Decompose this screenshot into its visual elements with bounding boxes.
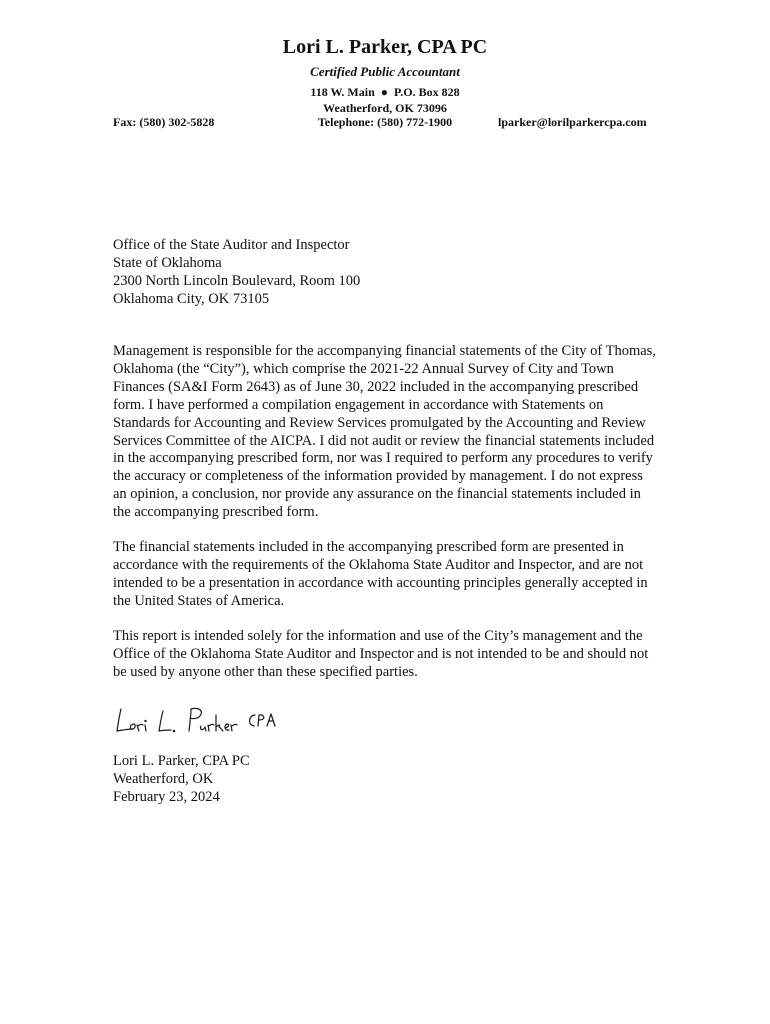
po-box: P.O. Box 828 <box>394 85 460 99</box>
recipient-line: 2300 North Lincoln Boulevard, Room 100 <box>113 273 361 289</box>
street-address-line <box>0 84 770 100</box>
firm-title: Certified Public Accountant <box>310 64 460 79</box>
city-state-zip: Weatherford, OK 73096 <box>323 101 447 115</box>
bullet-separator: ● <box>380 85 389 99</box>
signer-location: Weatherford, OK <box>113 771 214 787</box>
signature-graphic <box>113 703 293 739</box>
street-address: 118 W. Main <box>310 85 375 99</box>
recipient-address <box>113 236 360 308</box>
signer-name: Lori L. Parker, CPA PC <box>113 753 250 769</box>
fax-number: Fax: (580) 302-5828 <box>113 115 215 129</box>
closing-signature-block <box>113 752 250 806</box>
letterhead <box>0 34 770 116</box>
recipient-line: State of Oklahoma <box>113 255 222 271</box>
firm-name: Lori L. Parker, CPA PC <box>282 36 488 58</box>
letter-date: February 23, 2024 <box>113 789 220 805</box>
telephone-number: Telephone: (580) 772-1900 <box>317 115 453 129</box>
recipient-line: Office of the State Auditor and Inspector <box>113 237 350 253</box>
body-paragraph-presentation: The financial statements included in the accompanying prescribed form are presented in accordance with the requirements of the Oklahoma State Auditor and Inspector, and are not intended to be a presentation in accordance with accounting principles generally accepted in the United States of America. <box>113 539 648 609</box>
handwritten-signature <box>113 703 293 739</box>
body-paragraph-restricted-use: This report is intended solely for the information and use of the City’s management and the Office of the Oklahoma State Auditor and Inspector and is not intended to be and should not be used by anyone other than these specified parties. <box>113 628 649 680</box>
recipient-line: Oklahoma City, OK 73105 <box>113 291 270 307</box>
email-address: lparker@lorilparkercpa.com <box>498 115 647 129</box>
body-paragraph-responsibility: Management is responsible for the accompanying financial statements of the City of Thomas, Oklahoma (the “City”), which comprise the 2021-22 Annual Survey of City and Town Finances (SA&I Form 2643) as of June 30, 2022 included in the accompanying prescribed form. I have performed a compilation engagement in accordance with Statements on Standards for Accounting and Review Services promulgated by the Accounting and Review Services Committee of the AICPA. I did not audit or review the financial statements included in the accompanying prescribed form, nor was I required to perform any procedures to verify the accuracy or completeness of the information provided by management. I do not express an opinion, a conclusion, nor provide any assurance on the financial statements included in the accompanying prescribed form. <box>113 343 656 521</box>
